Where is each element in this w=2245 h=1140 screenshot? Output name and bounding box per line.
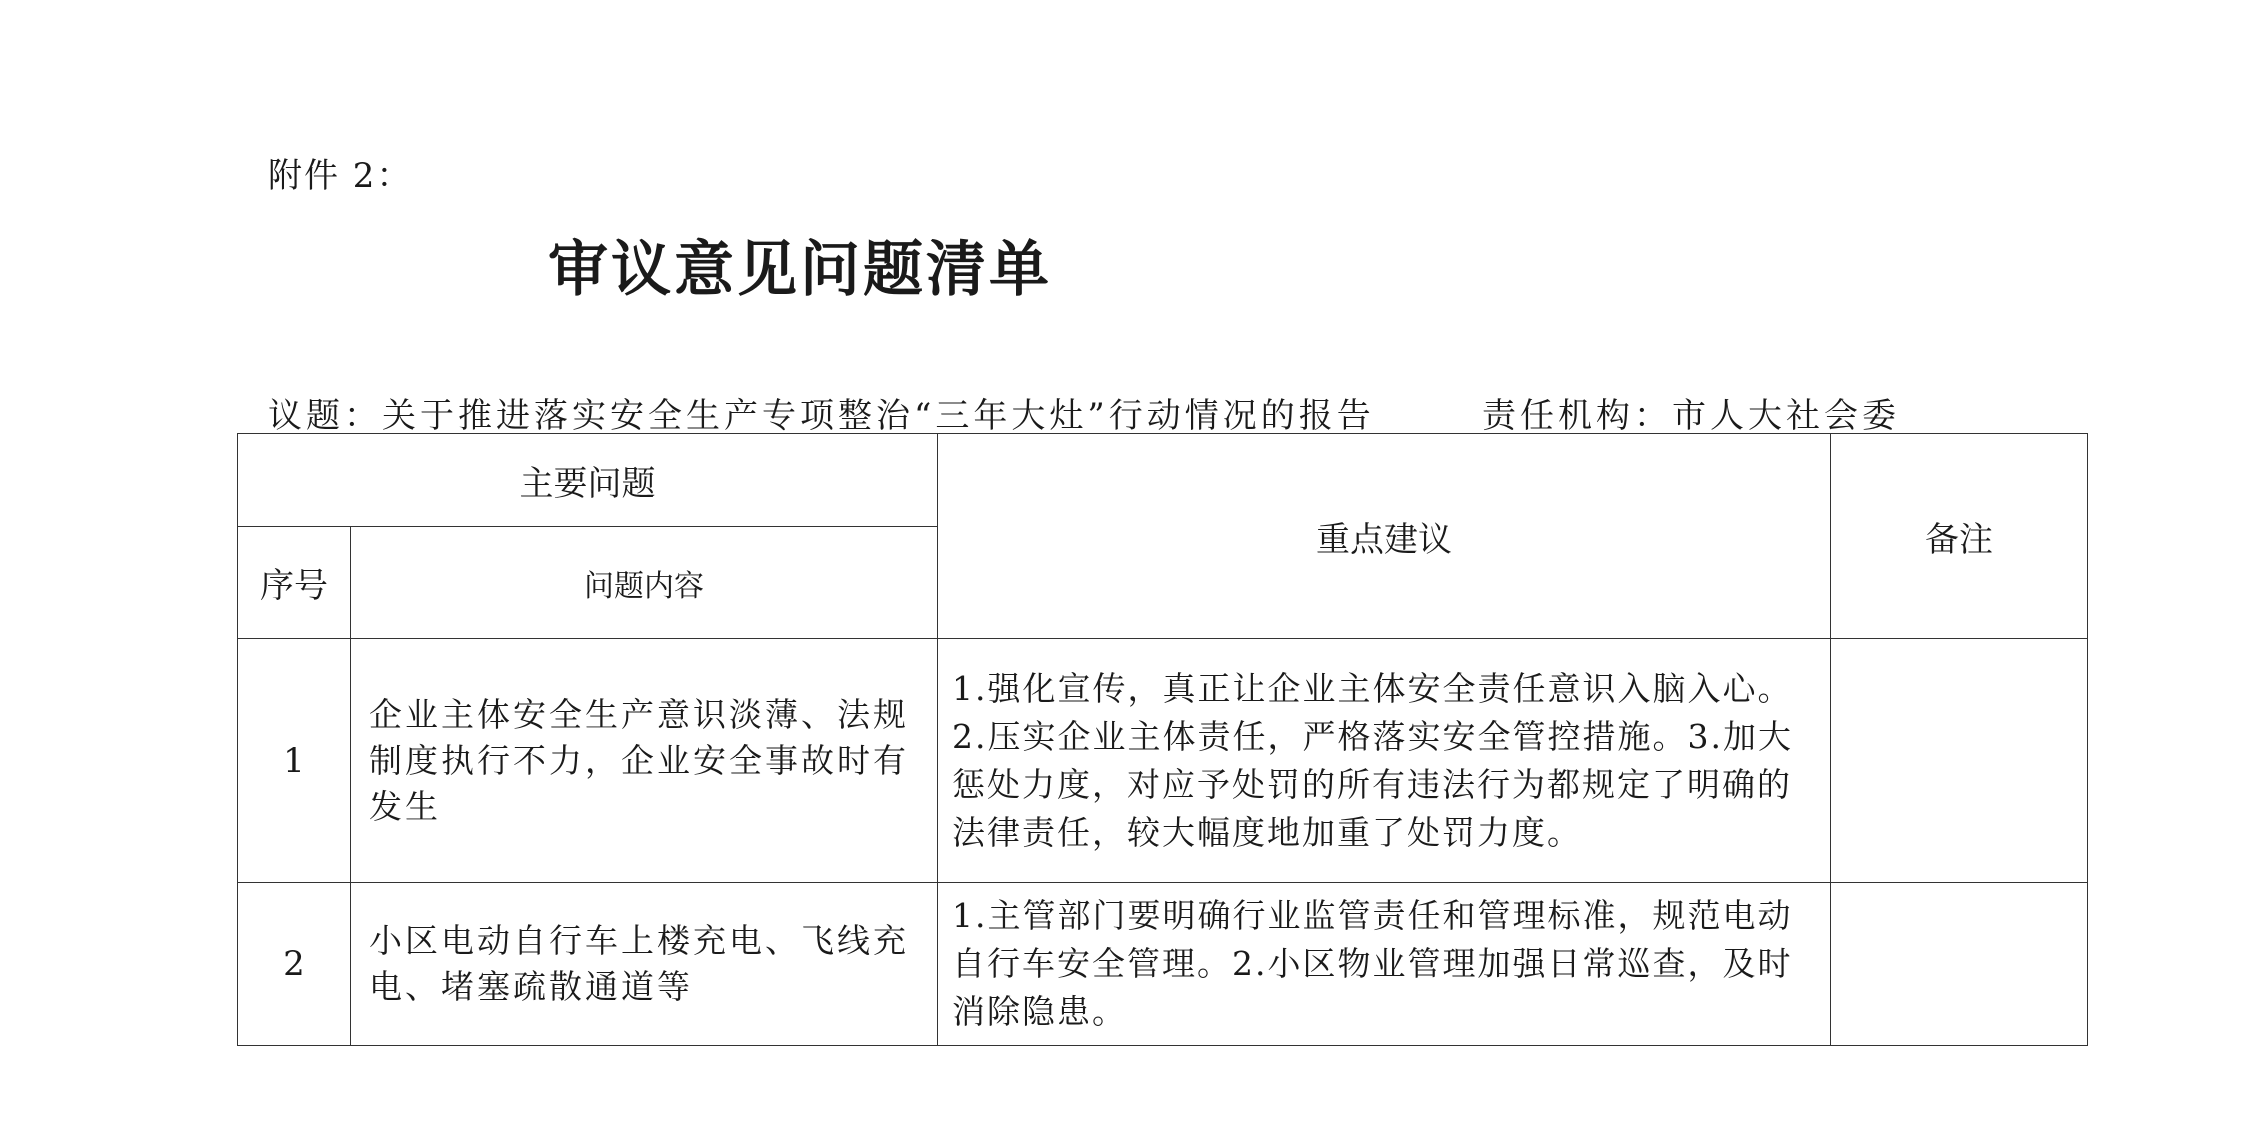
row-remarks — [1831, 639, 2088, 883]
row-problem: 小区电动自行车上楼充电、飞线充电、堵塞疏散通道等 — [351, 883, 938, 1046]
row-suggestion: 1.强化宣传，真正让企业主体安全责任意识入脑入心。2.压实企业主体责任，严格落实安全管控措施。3.加大惩处力度，对应予处罚的所有违法行为都规定了明确的法律责任，较大幅度地加重了处罚力度。 — [938, 639, 1831, 883]
attachment-label: 附件 2： — [268, 156, 413, 196]
table-row — [238, 883, 2088, 1046]
header-main-problem: 主要问题 — [238, 434, 938, 527]
responsible-org: 责任机构：市人大社会委 — [1482, 396, 1900, 436]
row-index: 2 — [238, 883, 351, 1046]
header-remarks: 备注 — [1831, 434, 2088, 639]
issue-table — [237, 433, 2088, 1046]
header-problem-content: 问题内容 — [351, 527, 938, 639]
topic-line: 议题：关于推进落实安全生产专项整治“三年大灶”行动情况的报告 — [268, 396, 1375, 436]
header-row-top — [238, 434, 2088, 527]
row-remarks — [1831, 883, 2088, 1046]
header-key-suggestion: 重点建议 — [938, 434, 1831, 639]
page-title: 审议意见问题清单 — [548, 235, 1052, 305]
header-index: 序号 — [238, 527, 351, 639]
row-problem: 企业主体安全生产意识淡薄、法规制度执行不力，企业安全事故时有发生 — [351, 639, 938, 883]
row-index: 1 — [238, 639, 351, 883]
row-suggestion: 1.主管部门要明确行业监管责任和管理标准，规范电动自行车安全管理。2.小区物业管理加强日常巡查，及时消除隐患。 — [938, 883, 1831, 1046]
table-row — [238, 639, 2088, 883]
